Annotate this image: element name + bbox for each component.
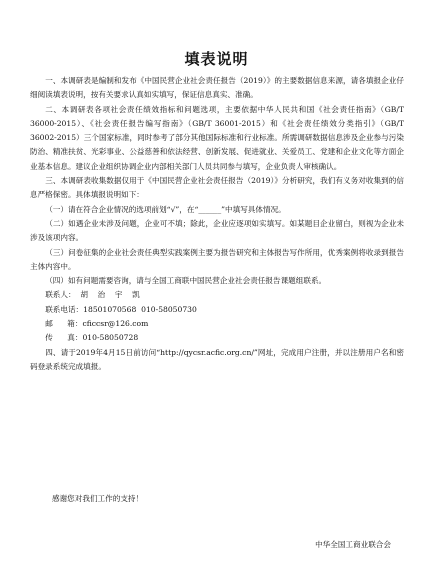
contact-email: 邮 箱：cficcsr@126.com bbox=[45, 319, 149, 329]
contact-person: 联系人： 胡 治 宇 凯 bbox=[45, 290, 140, 300]
document-body bbox=[30, 74, 404, 374]
contact-fax: 传 真：010-58050728 bbox=[45, 333, 139, 343]
instruction-item-3: （三）问卷征集的企业社会责任典型实践案例主要为报告研究和主体报告写作所用，优秀案例将收录到报告主体内容中。 bbox=[30, 247, 404, 271]
thanks-note: 感谢您对我们工作的支持！ bbox=[52, 494, 144, 503]
contact-phone: 联系电话：18501070568 010-58050730 bbox=[45, 304, 197, 314]
organization-signature: 中华全国工商业联合会 bbox=[315, 540, 391, 549]
paragraph-intro: 一、本调研表是编制和发布《中国民营企业社会责任报告（2019）》的主要数据信息来源，请各填报企业仔细阅读填表说明，按有关要求认真如实填写，保证信息真实、准确。 bbox=[30, 76, 404, 100]
paragraph-registration: 四、请于2019年4月15日前访问“http://qycsr.acfic.org.cn/”网址，完成用户注册，并以注册用户名和密码登录系统完成填报。 bbox=[30, 347, 404, 371]
instruction-item-1: （一）请在符合企业情况的选项前划“√”，在“______”中填写具体情况。 bbox=[45, 204, 286, 214]
instruction-item-4: （四）如有问题需要咨询，请与全国工商联中国民营企业社会责任报告课题组联系。 bbox=[45, 276, 327, 286]
page-title: 填表说明 bbox=[184, 50, 249, 68]
instruction-item-2: （二）如遇企业未涉及问题，企业可不填；除此，企业应逐项如实填写。如某题目企业留白，则视为企业未涉及该项内容。 bbox=[30, 218, 404, 243]
paragraph-confidentiality: 三、本调研表收集数据仅用于《中国民营企业社会责任报告（2019）》分析研究，我们有义务对收集到的信息严格保密。具体填报说明如下： bbox=[30, 176, 404, 200]
paragraph-standards: 二、本调研表各项社会责任绩效指标和问题选项，主要依据中华人民共和国《社会责任指南》（GB/T 36000-2015）、《社会责任报告编写指南》（GB/T 36001-2015）和《社会责任绩效分类指引》（GB/T 36002-2015）三个国家标准，同时参考了部分其他国际标准和行业标准。所需调研数据信息涉及企业参与污染防治、精准扶贫、光彩事业、公益慈善和依法经营、创新发展、促进就业、关爱员工、党建和企业文化等方面企业基本信息。建议企业组织协调企业内部相关部门人员共同参与填写，企业负责人审核确认。 bbox=[30, 104, 404, 171]
